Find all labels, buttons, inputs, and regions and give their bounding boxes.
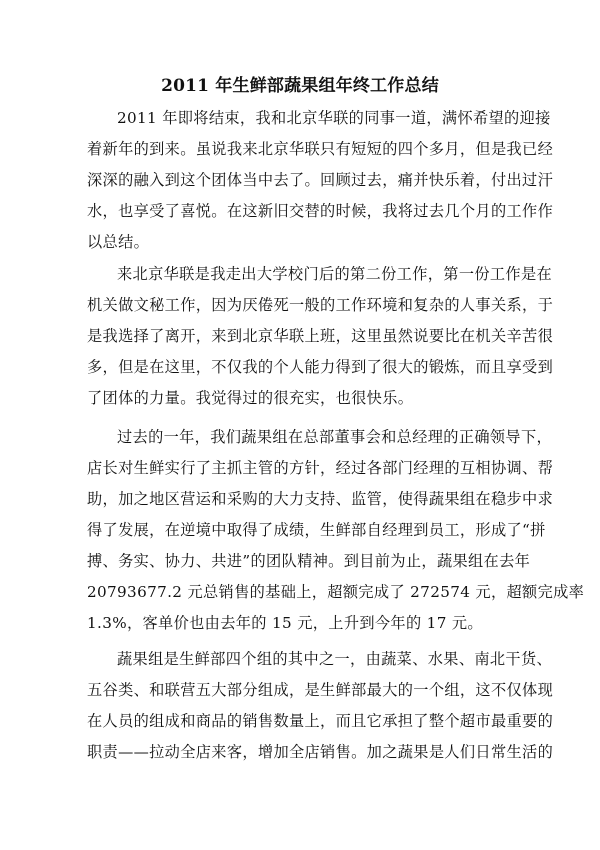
text-line: 职责——拉动全店来客，增加全店销售。加之蔬果是人们日常生活的 — [87, 743, 554, 761]
text-line: 水，也享受了喜悦。在这新旧交替的时候，我将过去几个月的工作作 — [87, 202, 554, 220]
paragraph-achievements — [87, 422, 585, 639]
text-line: 以总结。 — [87, 233, 150, 251]
text-line: 2011 年即将结束，我和北京华联的同事一道，满怀希望的迎接 — [117, 109, 551, 127]
paragraph-background — [87, 259, 554, 414]
text-line: 过去的一年，我们蔬果组在总部董事会和总经理的正确领导下， — [117, 428, 553, 446]
text-line: 蔬果组是生鲜部四个组的其中之一，由蔬菜、水果、南北干货、 — [117, 650, 553, 668]
text-line: 机关做文秘工作，因为厌倦死一般的工作环境和复杂的人事关系，于 — [87, 296, 554, 314]
text-line: 搏、务实、协力、共进”的团队精神。到目前为止，蔬果组在去年 — [87, 552, 531, 570]
text-line: 得了发展，在逆境中取得了成绩，生鲜部自经理到员工，形成了“拼 — [87, 521, 546, 539]
text-line: 20793677.2 元总销售的基础上，超额完成了 272574 元，超额完成率 — [87, 583, 585, 601]
text-line: 了团体的力量。我觉得过的很充实，也很快乐。 — [87, 389, 414, 407]
text-line: 在人员的组成和商品的销售数量上，而且它承担了整个超市最重要的 — [87, 712, 554, 730]
text-line: 店长对生鲜实行了主抓主管的方针，经过各部门经理的互相协调、帮 — [87, 459, 554, 477]
text-line: 助，加之地区营运和采购的大力支持、监管，使得蔬果组在稳步中求 — [87, 490, 554, 508]
text-line: 1.3%，客单价也由去年的 15 元，上升到今年的 17 元。 — [87, 614, 483, 632]
document-title: 2011 年生鲜部蔬果组年终工作总结 — [161, 76, 439, 96]
text-line: 五谷类、和联营五大部分组成，是生鲜部最大的一个组，这不仅体现 — [87, 681, 554, 699]
text-line: 深深的融入到这个团体当中去了。回顾过去，痛并快乐着，付出过汗 — [87, 171, 554, 189]
text-line: 来北京华联是我走出大学校门后的第二份工作，第一份工作是在 — [117, 265, 553, 283]
text-line: 着新年的到来。虽说我来北京华联只有短短的四个多月，但是我已经 — [87, 140, 554, 158]
paragraph-team-role — [87, 644, 554, 768]
text-line: 多，但是在这里，不仅我的个人能力得到了很大的锻炼，而且享受到 — [87, 358, 554, 376]
text-line: 是我选择了离开，来到北京华联上班，这里虽然说要比在机关辛苦很 — [87, 327, 554, 345]
paragraph-intro — [87, 103, 554, 258]
